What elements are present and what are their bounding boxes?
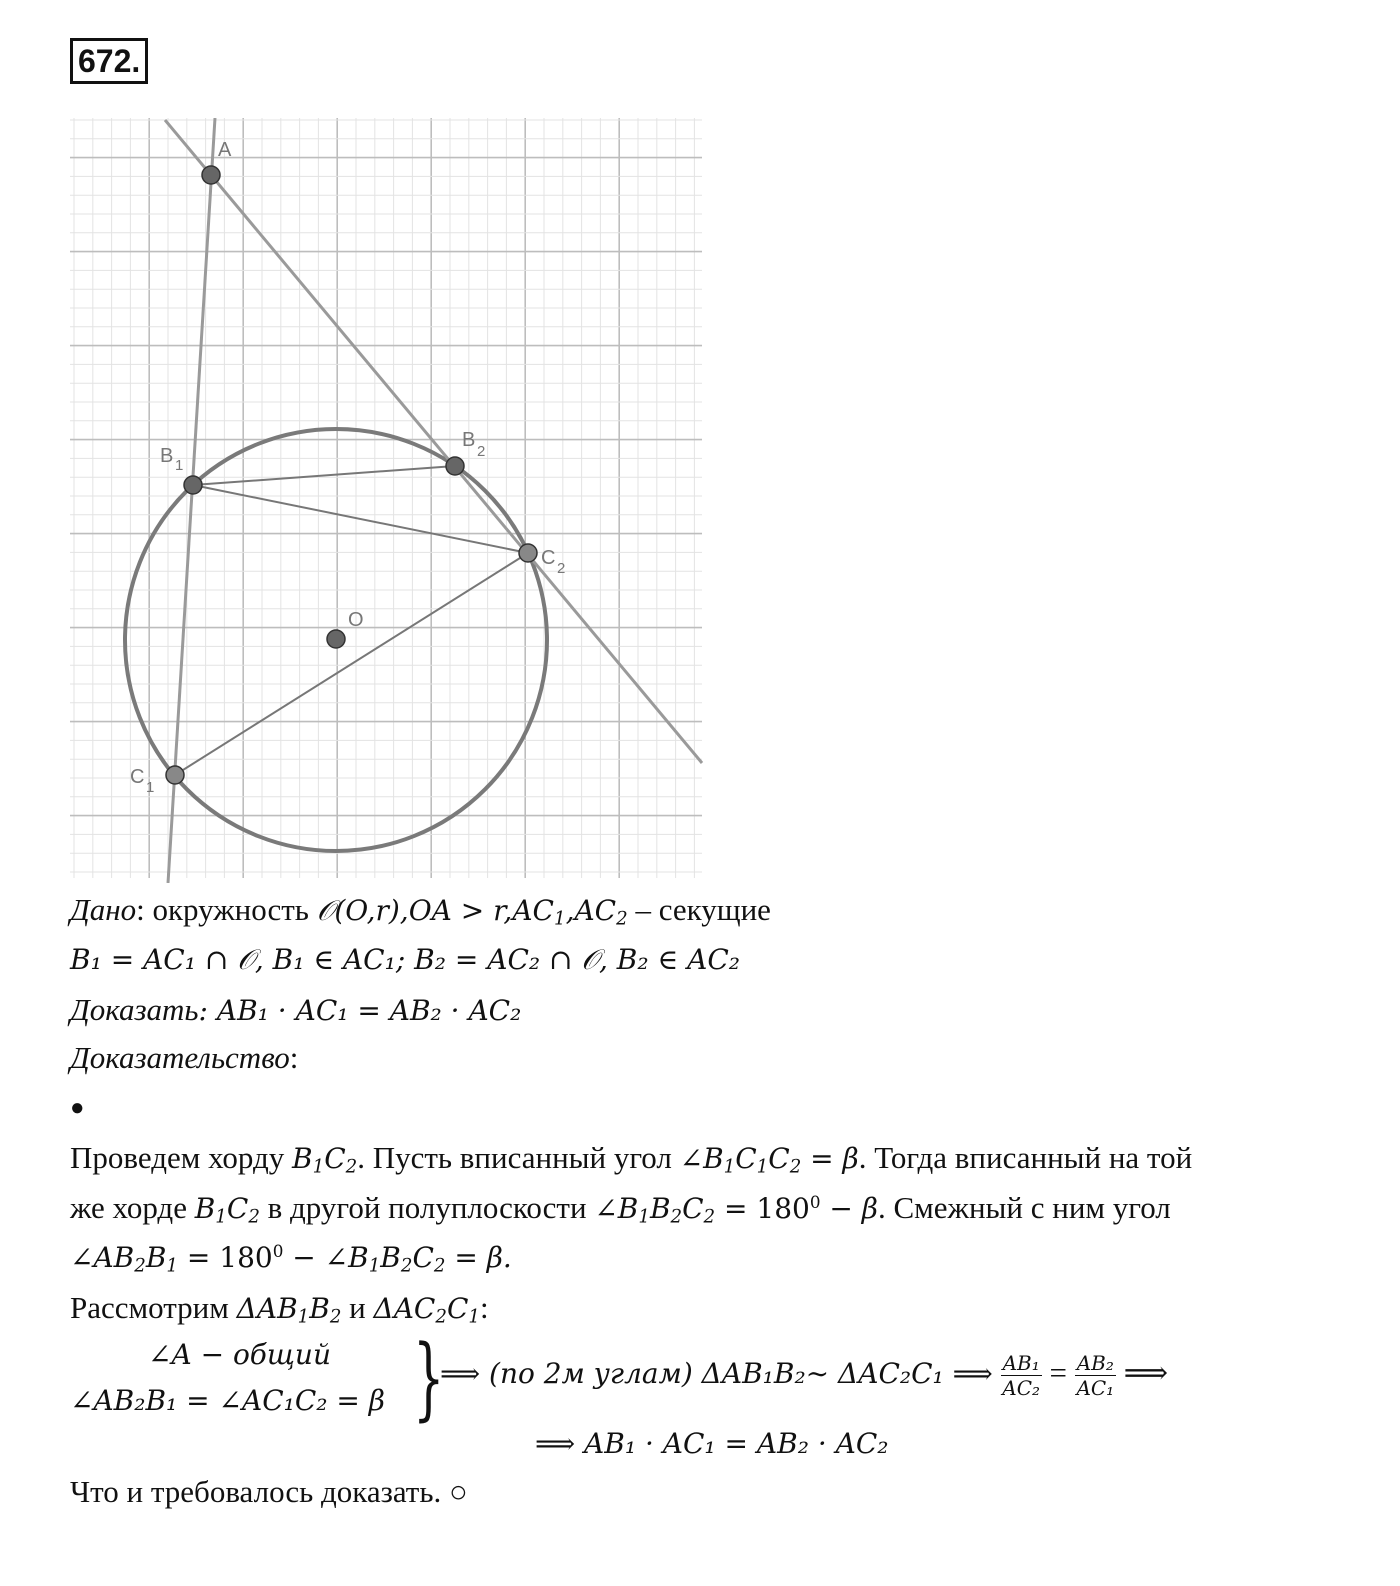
similarity-conclusion: ⟹ (по 2м углам) ΔAB₁B₂∼ ΔAC₂C₁ ⟹ $\frac{\text{AB₁}}{\text{AC₂}}$ = $\frac{\text{AB₂}}{\text{AC₁}}$ ⟹ <box>440 1351 1169 1401</box>
given-intersections: B₁ = AC₁ ∩ 𝒪, B₁ ∈ AC₁; B₂ = AC₂ ∩ 𝒪, B₂ ∈ AC₂ <box>70 943 740 976</box>
point-c2 <box>519 544 537 562</box>
label-b1: B <box>160 445 174 467</box>
given-math: 𝒪(O,r),OA > $r,AC_1,AC_2$ <box>316 894 628 930</box>
label-a: A <box>218 139 232 161</box>
fraction-2: $\frac{\text{AB₂}}{\text{AC₁}}$ <box>1076 1351 1115 1401</box>
given-label: Дано <box>70 892 137 927</box>
point-c1 <box>166 766 184 784</box>
label-b1-sub: 1 <box>175 457 184 474</box>
qed-line: Что и требовалось доказать. ○ <box>70 1474 468 1509</box>
prove-line <box>70 990 521 1031</box>
label-c1-sub: 1 <box>146 779 155 796</box>
label-c2-sub: 2 <box>557 560 566 577</box>
given-line <box>70 890 771 931</box>
prove-label: Доказать <box>70 992 199 1027</box>
angle-system <box>70 1332 385 1424</box>
given-text: : окружность <box>136 892 317 927</box>
label-b2-sub: 2 <box>477 443 486 460</box>
label-c2: C <box>541 547 556 569</box>
label-c1: C <box>130 766 145 788</box>
system-brace: } <box>413 1326 445 1431</box>
geometry-figure <box>70 118 710 883</box>
proof-label: Доказательство <box>70 1040 290 1075</box>
bullet: ● <box>70 1095 85 1121</box>
proof-paragraph-1: Проведем хорду $B_1C_2$. Пусть вписанный угол $\angle B_1C_1C_2 = \beta$. Тогда вписанный на той <box>70 1140 1193 1178</box>
problem-number: 672. <box>70 38 148 84</box>
chord-c1-c2 <box>175 553 528 775</box>
final-equation: ⟹ AB₁ · AC₁ = AB₂ · AC₂ <box>535 1427 889 1460</box>
label-o: O <box>348 609 364 631</box>
proof-paragraph-2: же хорде $B_1C_2$ в другой полуплоскости $\angle B_1B_2C_2 = 180^0 - \beta$. Смежный с ним угол <box>70 1190 1171 1228</box>
prove-math: : AB₁ · AC₁ = AB₂ · AC₂ <box>198 994 522 1027</box>
point-b2 <box>446 457 464 475</box>
point-o <box>327 630 345 648</box>
proof-heading: Доказательство: <box>70 1040 299 1075</box>
given-end: – секущие <box>627 892 771 927</box>
point-a <box>202 166 220 184</box>
system-row-1: ∠A − общий <box>148 1338 331 1371</box>
chord-b1-b2 <box>193 466 455 485</box>
consider-line: Рассмотрим $\Delta AB_1B_2$ и $\Delta AC_2C_1$: <box>70 1290 489 1328</box>
point-b1 <box>184 476 202 494</box>
secant-a-c2 <box>165 120 702 763</box>
fraction-1: $\frac{\text{AB₁}}{\text{AC₂}}$ <box>1002 1351 1041 1401</box>
system-row-2: ∠AB₂B₁ = ∠AC₁C₂ = β <box>70 1384 385 1417</box>
label-b2: B <box>462 429 476 451</box>
proof-paragraph-3: $\angle AB_2B_1 = 180^0$ − $\angle B_1B_2C_2 = \beta$. <box>70 1240 512 1277</box>
